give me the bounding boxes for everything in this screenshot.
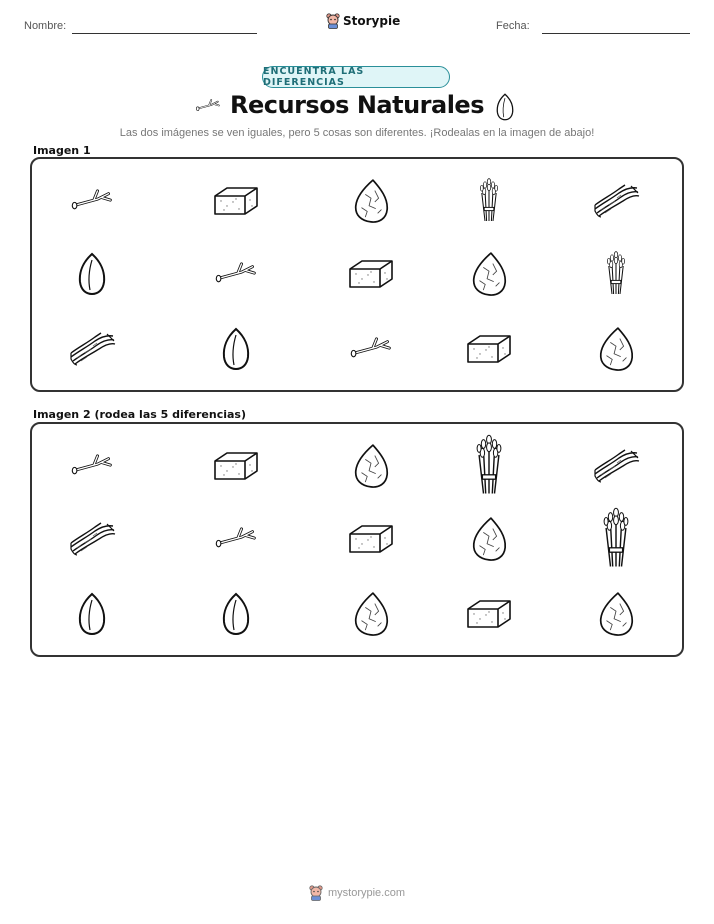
wheat-icon [602,250,630,298]
branch-icon [70,452,114,480]
image2-cell[interactable] [449,430,529,502]
brick-icon [465,597,513,631]
image1-cell[interactable] [331,313,411,385]
branch-icon [214,260,258,288]
image1-grid [32,159,682,390]
activity-badge: ENCUENTRA LAS DIFERENCIAS [262,66,450,88]
brick-icon [212,449,260,483]
brick-icon [212,184,260,218]
image1-cell[interactable] [576,313,656,385]
image1-cell[interactable] [576,165,656,237]
image1-cell[interactable] [52,313,132,385]
seed-icon [77,252,107,296]
stone-icon [352,177,390,225]
image2-cell[interactable] [576,578,656,650]
image1-cell[interactable] [331,238,411,310]
image2-cell[interactable] [576,430,656,502]
stone-icon [352,590,390,638]
branch-icon [70,187,114,215]
wheat-icon [598,506,634,572]
image2-panel [30,422,684,657]
stone-icon [470,515,508,563]
image2-label: Imagen 2 (rodea las 5 diferencias) [33,408,247,421]
wheat-icon [475,177,503,225]
image2-cell[interactable] [576,503,656,575]
image2-cell[interactable] [331,430,411,502]
image1-label: Imagen 1 [33,144,91,157]
seed-icon [221,327,251,371]
image2-cell[interactable] [331,503,411,575]
brand-logo [326,13,400,29]
page-title: Recursos Naturales [230,91,484,119]
brand-name: Storypie [343,14,401,28]
image1-panel [30,157,684,392]
brick-icon [347,257,395,291]
image2-cell[interactable] [449,578,529,650]
branch-icon [349,335,393,363]
footer [309,885,405,901]
image2-cell[interactable] [196,578,276,650]
date-field[interactable] [542,33,690,34]
image2-cell[interactable] [52,578,132,650]
bear-icon [326,13,340,29]
image2-cell[interactable] [196,430,276,502]
stone-icon [597,325,635,373]
image2-grid [32,424,682,655]
image1-cell[interactable] [449,165,529,237]
date-label: Fecha: [496,20,530,32]
image1-cell[interactable] [196,165,276,237]
instructions: Las dos imágenes se ven iguales, pero 5 cosas son diferentes. ¡Rodealas en la imagen de abajo! [119,127,595,139]
branch-icon [214,525,258,553]
footer-site: mystorypie.com [328,887,406,899]
image2-cell[interactable] [52,503,132,575]
stone-icon [352,442,390,490]
brick-icon [347,522,395,556]
image1-cell[interactable] [52,238,132,310]
name-label: Nombre: [24,20,67,32]
image1-cell[interactable] [576,238,656,310]
image1-cell[interactable] [331,165,411,237]
wood-icon [591,183,641,219]
stone-icon [470,250,508,298]
wood-icon [67,331,117,367]
seed-icon [77,592,107,636]
image2-cell[interactable] [331,578,411,650]
name-field[interactable] [72,33,257,34]
image1-cell[interactable] [449,313,529,385]
brick-icon [465,332,513,366]
image1-cell[interactable] [52,165,132,237]
image1-cell[interactable] [196,238,276,310]
wood-icon [67,521,117,557]
wood-icon [591,448,641,484]
wheat-icon [471,433,507,499]
title-seed-icon [495,93,515,126]
stone-icon [597,590,635,638]
image1-cell[interactable] [449,238,529,310]
image1-cell[interactable] [196,313,276,385]
image2-cell[interactable] [196,503,276,575]
image2-cell[interactable] [449,503,529,575]
bear-icon [309,885,323,901]
seed-icon [221,592,251,636]
image2-cell[interactable] [52,430,132,502]
